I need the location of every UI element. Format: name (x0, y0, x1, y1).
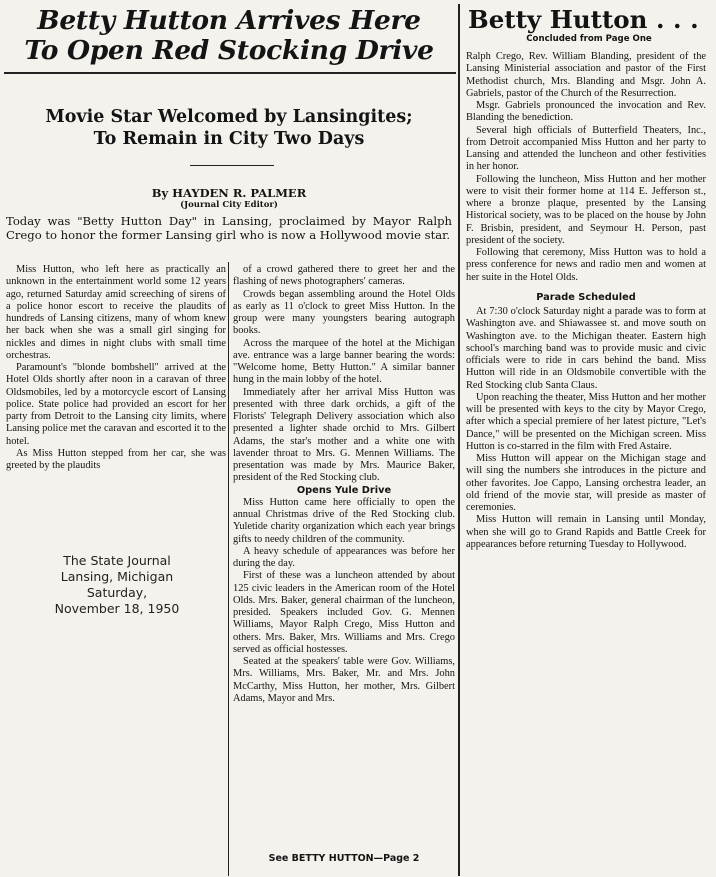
col2-paragraph: of a crowd gathered there to greet her and the flashing of news photographers' cameras. (233, 264, 455, 288)
jump-line: See BETTY HUTTON—Page 2 (268, 853, 420, 864)
byline-block (4, 186, 454, 210)
headline-line-1: Betty Hutton Arrives Here (37, 5, 421, 36)
continuation-paragraph: Following the luncheon, Miss Hutton and her mother were to visit their former home at 114 E. Jefferson st., where a bronze plaque, presented by the Lansing Historical society, was to be placed on the house by John F. Brisbin, president, and Seymour H. Person, past president of the society. (466, 173, 706, 246)
parade-subhead: Parade Scheduled (536, 291, 636, 303)
col2-paragraph: Across the marquee of the hotel at the Michigan ave. entrance was a large banner bearing the words: "Welcome home, Betty Hutton." A similar banner hung in the main lobby of the hotel. (233, 337, 455, 386)
continuation-paragraph: Several high officials of Butterfield Theaters, Inc., from Detroit accompanied Miss Hutton and her party to Lansing and attended the luncheon and other festivities in her honor. (466, 124, 706, 173)
caption-line-3: Saturday, (86, 585, 148, 600)
subhead-line-1: Movie Star Welcomed by Lansingites; (45, 107, 413, 127)
caption-line-4: November 18, 1950 (54, 601, 180, 616)
continuation-article (464, 6, 714, 46)
continuation-paragraph: At 7:30 o'clock Saturday night a parade was to form at Washington ave. and Shiawassee st. and move south on Washington ave. to the Michigan theater. Eastern high school's marching band was to provide music and civic officials were to ride in cars behind the band. Miss Hutton will ride in an Oldsmobile convertible with the Red Stocking club Santa Claus. (466, 306, 706, 391)
col1-paragraph: Miss Hutton, who left here as practically an unknown in the entertainment world some 12 years ago, returned Saturday amid screeching of sirens of a police honor escort to receive the plaudits of hundreds of Lansing citizens, many of whom knew her back when she was a small girl singing for nickles and dimes in night clubs with small time orchestras. (6, 264, 226, 361)
col2-paragraph: Seated at the speakers' table were Gov. Williams, Mrs. Williams, Mrs. Baker, Mr. and Mrs. John McCarthy, Miss Hutton, her mother, Mrs. Gilbert Adams, Mayor and Mrs. (233, 656, 455, 704)
lead-paragraph: Today was "Betty Hutton Day" in Lansing, proclaimed by Mayor Ralph Crego to honor the former Lansing girl who is now a Hollywood movie star. (6, 214, 452, 242)
caption-line-2: Lansing, Michigan (60, 569, 174, 584)
inner-column-divider (228, 262, 229, 876)
continuation-paragraph: Miss Hutton will appear on the Michigan stage and will sing the numbers she introduces in the picture and other favorites. Joe Cappo, Lansing orchestra leader, an old friend of the movie star, will preside as master of ceremonies. (466, 453, 706, 513)
subhead-rule (190, 165, 274, 166)
continuation-paragraph: Msgr. Gabriels pronounced the invocation and Rev. Blanding the benediction. (466, 100, 706, 124)
jump-line-block (233, 853, 455, 865)
col1-paragraph: Paramount's "blonde bombshell" arrived at the Hotel Olds shortly after noon in a caravan of three Oldsmobiles, led by a motorcycle escort of Lansing police. State police had provided an escort for her party from Detroit to the Lansing city limits, where Lansing police met the caravan and escorted it to the hotel. (6, 362, 226, 447)
continuation-paragraph: Miss Hutton will remain in Lansing until Monday, when she will go to Grand Rapids and Battle Creek for appearances before returning Tuesday to Hollywood. (466, 514, 706, 550)
main-article (4, 6, 454, 66)
headline-line-2: To Open Red Stocking Drive (24, 35, 434, 66)
headline-rule (4, 72, 456, 74)
col2-paragraph: Crowds began assembling around the Hotel Olds as early as 11 o'clock to greet Miss Hutton. In the group were many youngsters bearing autograph books. (233, 288, 455, 337)
continuation-paragraph: Ralph Crego, Rev. William Blanding, president of the Lansing Ministerial association and pastor of the First Methodist church, Mrs. Blanding and Msgr. John A. Gabriels, pastor of the Church of the Resurrection. (466, 51, 706, 99)
col2-paragraph: Miss Hutton came here officially to open the annual Christmas drive of the Red Stocking club. Yuletide charity organization which each year brings gifts to needy children of the community. (233, 496, 455, 545)
col2-subhead: Opens Yule Drive (296, 484, 392, 496)
lead-block (4, 215, 454, 242)
concluded-from-label: Concluded from Page One (526, 34, 652, 44)
byline-title: (Journal City Editor) (180, 200, 278, 210)
column-divider (458, 4, 460, 876)
subhead-block (4, 106, 454, 150)
col2-paragraph: Immediately after her arrival Miss Hutton was presented with three dark orchids, a gift of the Florists' Telegraph Delivery association which also presented a lighter shade orchid to Mrs. Gilbert Adams, the star's mother and a white one with lavender throat to Mrs. G. Mennen Williams. The presentation was made by Mrs. Maurice Baker, president of the Red Stocking club. (233, 386, 455, 484)
byline: By HAYDEN R. PALMER (151, 186, 307, 200)
continuation-paragraph: Following that ceremony, Miss Hutton was to hold a press conference for news and radio men and women at her suite in the Hotel Olds. (466, 247, 706, 283)
continuation-column (466, 51, 706, 551)
article-column-2 (233, 264, 455, 705)
col2-paragraph: A heavy schedule of appearances was before her during the day. (233, 545, 455, 569)
subhead-line-2: To Remain in City Two Days (93, 129, 365, 149)
col1-paragraph: As Miss Hutton stepped from her car, she was greeted by the plaudits (6, 447, 226, 471)
continuation-headline: Betty Hutton . . . (468, 5, 699, 34)
article-column-1 (6, 264, 226, 472)
continuation-paragraph: Upon reaching the theater, Miss Hutton and her mother will be presented with keys to the city by Mayor Crego, after which a special premiere of her latest picture, "Let's Dance," will be presented on the Michigan screen. Miss Hutton is co-starred in the film with Fred Astaire. (466, 391, 706, 452)
col2-paragraph: First of these was a luncheon attended by about 125 civic leaders in the American room of the Hotel Olds. Mrs. Baker, general chairman of the luncheon, presided. Speakers included Gov. G. Mennen Williams, Mayor Ralph Crego, Miss Hutton and others. Mrs. Baker, Mrs. Williams and Mrs. Crego served as official hostesses. (233, 570, 455, 655)
source-caption (10, 553, 224, 617)
caption-line-1: The State Journal (63, 553, 171, 568)
